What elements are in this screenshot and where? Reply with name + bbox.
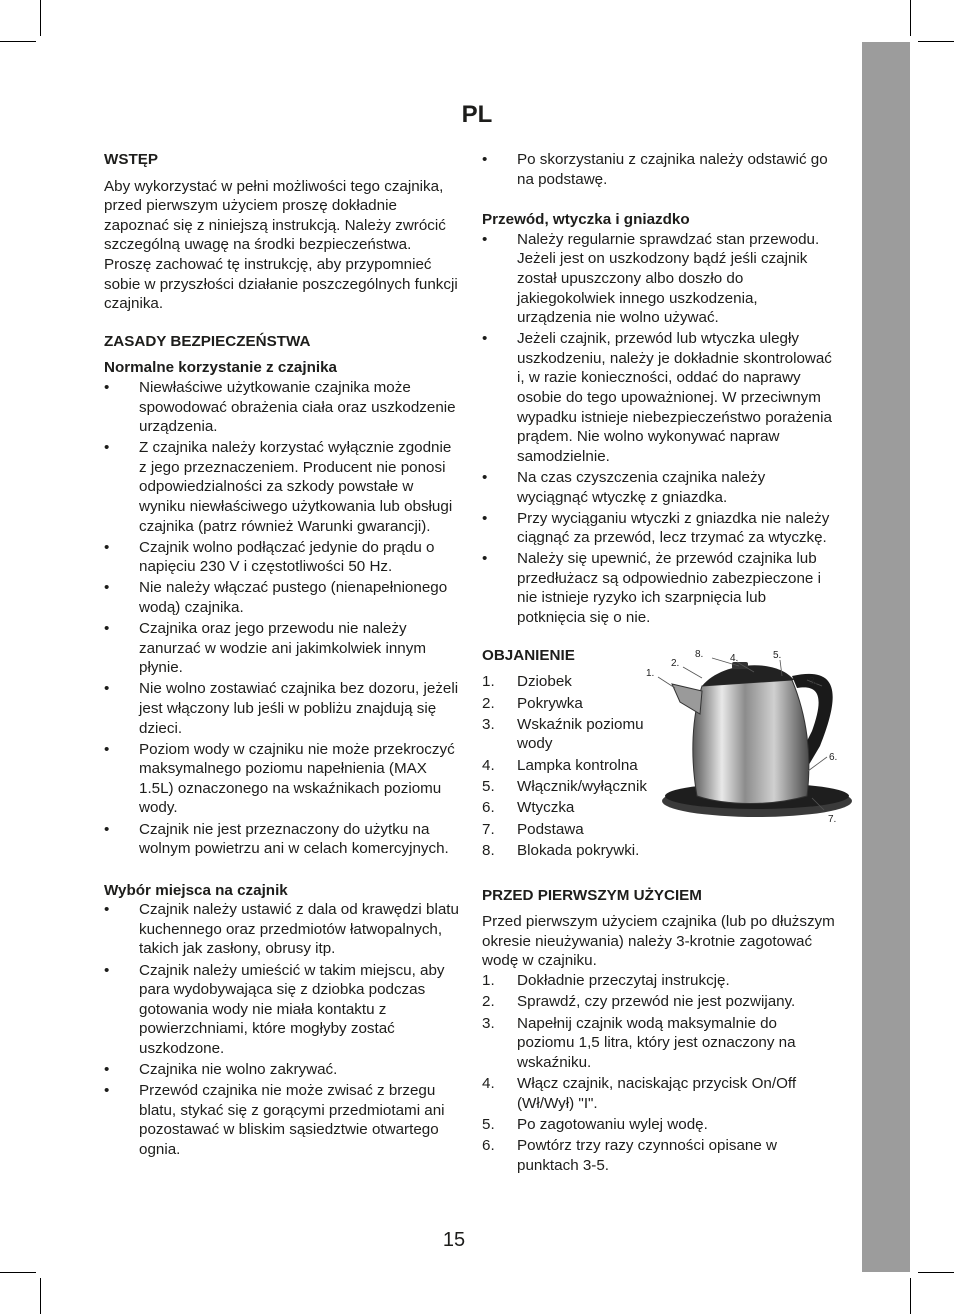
callout-label: 2. <box>671 657 680 669</box>
legend-item <box>482 777 662 797</box>
placement-list-continued <box>482 150 836 189</box>
list-item: • Czajnik należy umieścić w takim miejscu, aby para wydobywająca się z dziobka podczas gotowania wody nie miała kontaktu z powierzchniami, które mogłyby zostać uszkodzone. <box>104 961 460 1059</box>
step-number: 3. <box>482 1014 495 1032</box>
step-number: 5. <box>482 1115 495 1133</box>
legend-section <box>482 646 836 874</box>
intro-heading: WSTĘP <box>104 151 159 168</box>
crop-mark <box>40 0 41 36</box>
callout-label: 1. <box>646 667 655 679</box>
right-column <box>482 150 836 1177</box>
list-item: • Czajnika oraz jego przewodu nie należy zanurzać w wodzie ani jakimkolwiek innym płynie. <box>104 619 460 678</box>
kettle-illustration <box>642 636 862 856</box>
first-use-steps <box>482 971 836 1175</box>
legend-item <box>482 756 662 776</box>
list-item: • Należy się upewnić, że przewód czajnika lub przedłużacz są odpowiednio zabezpieczone i nie istnieje ryzyko ich szarpnięcia lub potknięcia się o nie. <box>482 549 836 627</box>
callout-label: 7. <box>828 813 837 825</box>
crop-mark <box>0 1272 36 1273</box>
legend-heading: OBJANIENIE <box>482 646 575 664</box>
legend-item <box>482 715 662 754</box>
intro-text: Aby wykorzystać w pełni możliwości tego czajnika, przed pierwszym użyciem proszę dokładnie zapoznać się z niniejszą instrukcją. Należy zwrócić szczególną uwagę na środki bezpieczeństwa. Proszę zachować tę instrukcję, aby przypomnieć sobie w przyszłości działanie poszczególnych funkcji czajnika. <box>104 177 458 313</box>
legend-item-label: Wskaźnik poziomu wody <box>517 715 644 753</box>
normal-use-list <box>104 378 460 859</box>
crop-mark <box>918 41 954 42</box>
legend-item-label: Blokada pokrywki. <box>517 841 640 859</box>
callout-label: 5. <box>773 649 782 661</box>
legend-item-number: 8. <box>482 841 495 859</box>
list-item: • Przy wyciąganiu wtyczki z gniazdka nie należy ciągnąć za przewód, lecz trzymać za wtyczkę. <box>482 509 836 548</box>
list-item: • Z czajnika należy korzystać wyłącznie zgodnie z jego przeznaczeniem. Producent nie ponosi odpowiedzialności za szkody powstałe w wyniku niewłaściwego użytkowania lub obsługi czajnika (patrz również Warunki gwarancji). <box>104 438 460 536</box>
kettle-body <box>693 680 809 804</box>
legend-item-number: 5. <box>482 777 495 795</box>
legend-item-number: 6. <box>482 799 495 817</box>
legend-item-label: Wtyczka <box>517 799 575 817</box>
placement-heading: Wybór miejsca na czajnik <box>104 881 288 899</box>
callout-label: 4. <box>730 652 739 664</box>
crop-mark <box>910 1278 911 1314</box>
callout-label: 6. <box>829 751 838 763</box>
step-text: Powtórz trzy razy czynności opisane w punktach 3-5. <box>517 1137 777 1174</box>
legend-item-number: 1. <box>482 673 495 691</box>
legend-item-number: 4. <box>482 756 495 774</box>
page-number: 15 <box>442 1229 466 1251</box>
step-text: Po zagotowaniu wylej wodę. <box>517 1115 708 1133</box>
step-item <box>482 1074 836 1113</box>
step-number: 1. <box>482 972 495 990</box>
list-item: • Jeżeli czajnik, przewód lub wtyczka uległy uszkodzeniu, należy je dokładnie skontrolować i, w razie konieczności, oddać do naprawy osobie do tego upoważnionej. W przeciwnym wypadku istnieje niebezpieczeństwo porażenia prądem. Nie wolno wykonywać napraw samodzielnie. <box>482 329 836 466</box>
list-item: • Nie wolno zostawiać czajnika bez dozoru, jeżeli jest włączony lub jeśli w pobliżu znajdują się dzieci. <box>104 679 460 738</box>
legend-item-number: 2. <box>482 694 495 712</box>
list-item: • Czajnika nie wolno zakrywać. <box>104 1060 460 1080</box>
list-item: • Na czas czyszczenia czajnika należy wyciągnąć wtyczkę z gniazdka. <box>482 468 836 507</box>
legend-item <box>482 694 662 714</box>
step-item <box>482 992 836 1012</box>
step-text: Włącz czajnik, naciskając przycisk On/Off (Wł/Wył) "I". <box>517 1075 797 1112</box>
language-side-tab <box>862 42 910 1272</box>
step-text: Dokładnie przeczytaj instrukcję. <box>517 972 730 990</box>
legend-item-label: Pokrywka <box>517 694 583 712</box>
list-item: • Przewód czajnika nie może zwisać z brzegu blatu, stykać się z gorącymi przedmiotami ani pozostawać w bliskim sąsiedztwie otwartego ognia. <box>104 1081 460 1159</box>
step-number: 2. <box>482 993 495 1011</box>
legend-item-label: Dziobek <box>517 673 572 691</box>
step-text: Sprawdź, czy przewód nie jest pozwijany. <box>517 993 796 1011</box>
list-item: • Nie należy włączać pustego (nienapełnionego wodą) czajnika. <box>104 578 460 617</box>
crop-mark <box>910 0 911 36</box>
legend-item-label: Lampka kontrolna <box>517 756 638 774</box>
normal-use-heading: Normalne korzystanie z czajnika <box>104 359 337 377</box>
kettle-spout <box>672 684 702 714</box>
callout-label: 8. <box>695 648 704 660</box>
crop-mark <box>918 1272 954 1273</box>
cord-list <box>482 230 836 628</box>
first-use-heading: PRZED PIERWSZYM UŻYCIEM <box>482 886 702 904</box>
left-column <box>104 150 460 1161</box>
step-item <box>482 1115 836 1135</box>
crop-mark <box>0 41 36 42</box>
legend-item <box>482 820 662 840</box>
list-item: • Po skorzystaniu z czajnika należy odstawić go na podstawę. <box>482 150 836 189</box>
legend-list <box>482 672 662 860</box>
list-item: • Czajnik należy ustawić z dala od krawędzi blatu kuchennego oraz przedmiotów łatwopalnych, takich jak zasłony, obrusy itp. <box>104 900 460 959</box>
legend-item-number: 7. <box>482 820 495 838</box>
cord-heading: Przewód, wtyczka i gniazdko <box>482 211 690 229</box>
crop-mark <box>40 1278 41 1314</box>
legend-item-number: 3. <box>482 715 495 733</box>
safety-heading: ZASADY BEZPIECZEŃSTWA <box>104 332 311 350</box>
legend-item <box>482 841 662 861</box>
legend-item-label: Włącznik/wyłącznik <box>517 777 647 795</box>
list-item: • Niewłaściwe użytkowanie czajnika może spowodować obrażenia ciała oraz uszkodzenie urządzenia. <box>104 378 460 437</box>
step-item <box>482 1136 836 1175</box>
placement-list <box>104 900 460 1159</box>
list-item: • Poziom wody w czajniku nie może przekroczyć maksymalnego poziomu napełnienia (MAX 1.5L) oznaczonego na wskaźnikach poziomu wody. <box>104 740 460 818</box>
list-item: • Należy regularnie sprawdzać stan przewodu. Jeżeli jest on uszkodzony bądź jeśli czajnik został upuszczony albo doszło do jakiegokolwiek innego uszkodzenia, urządzenia nie wolno używać. <box>482 230 836 328</box>
callout-label: 3. <box>809 675 818 687</box>
list-item: • Czajnik wolno podłączać jedynie do prądu o napięciu 230 V i częstotliwości 50 Hz. <box>104 538 460 577</box>
step-item <box>482 1014 836 1073</box>
legend-item-label: Podstawa <box>517 820 584 838</box>
first-use-intro: Przed pierwszym użyciem czajnika (lub po dłuższym okresie nieużywania) należy 3-krotnie zagotować wodę w czajniku. <box>482 913 835 970</box>
list-item: • Czajnik nie jest przeznaczony do użytku na wolnym powietrzu ani w celach komercyjnych. <box>104 820 460 859</box>
step-text: Napełnij czajnik wodą maksymalnie do poziomu 1,5 litra, który jest oznaczony na wskaźniku. <box>517 1014 796 1071</box>
legend-item <box>482 672 662 692</box>
step-number: 4. <box>482 1075 495 1093</box>
step-number: 6. <box>482 1137 495 1155</box>
legend-item <box>482 798 662 818</box>
language-heading: PL <box>461 101 493 128</box>
step-item <box>482 971 836 991</box>
